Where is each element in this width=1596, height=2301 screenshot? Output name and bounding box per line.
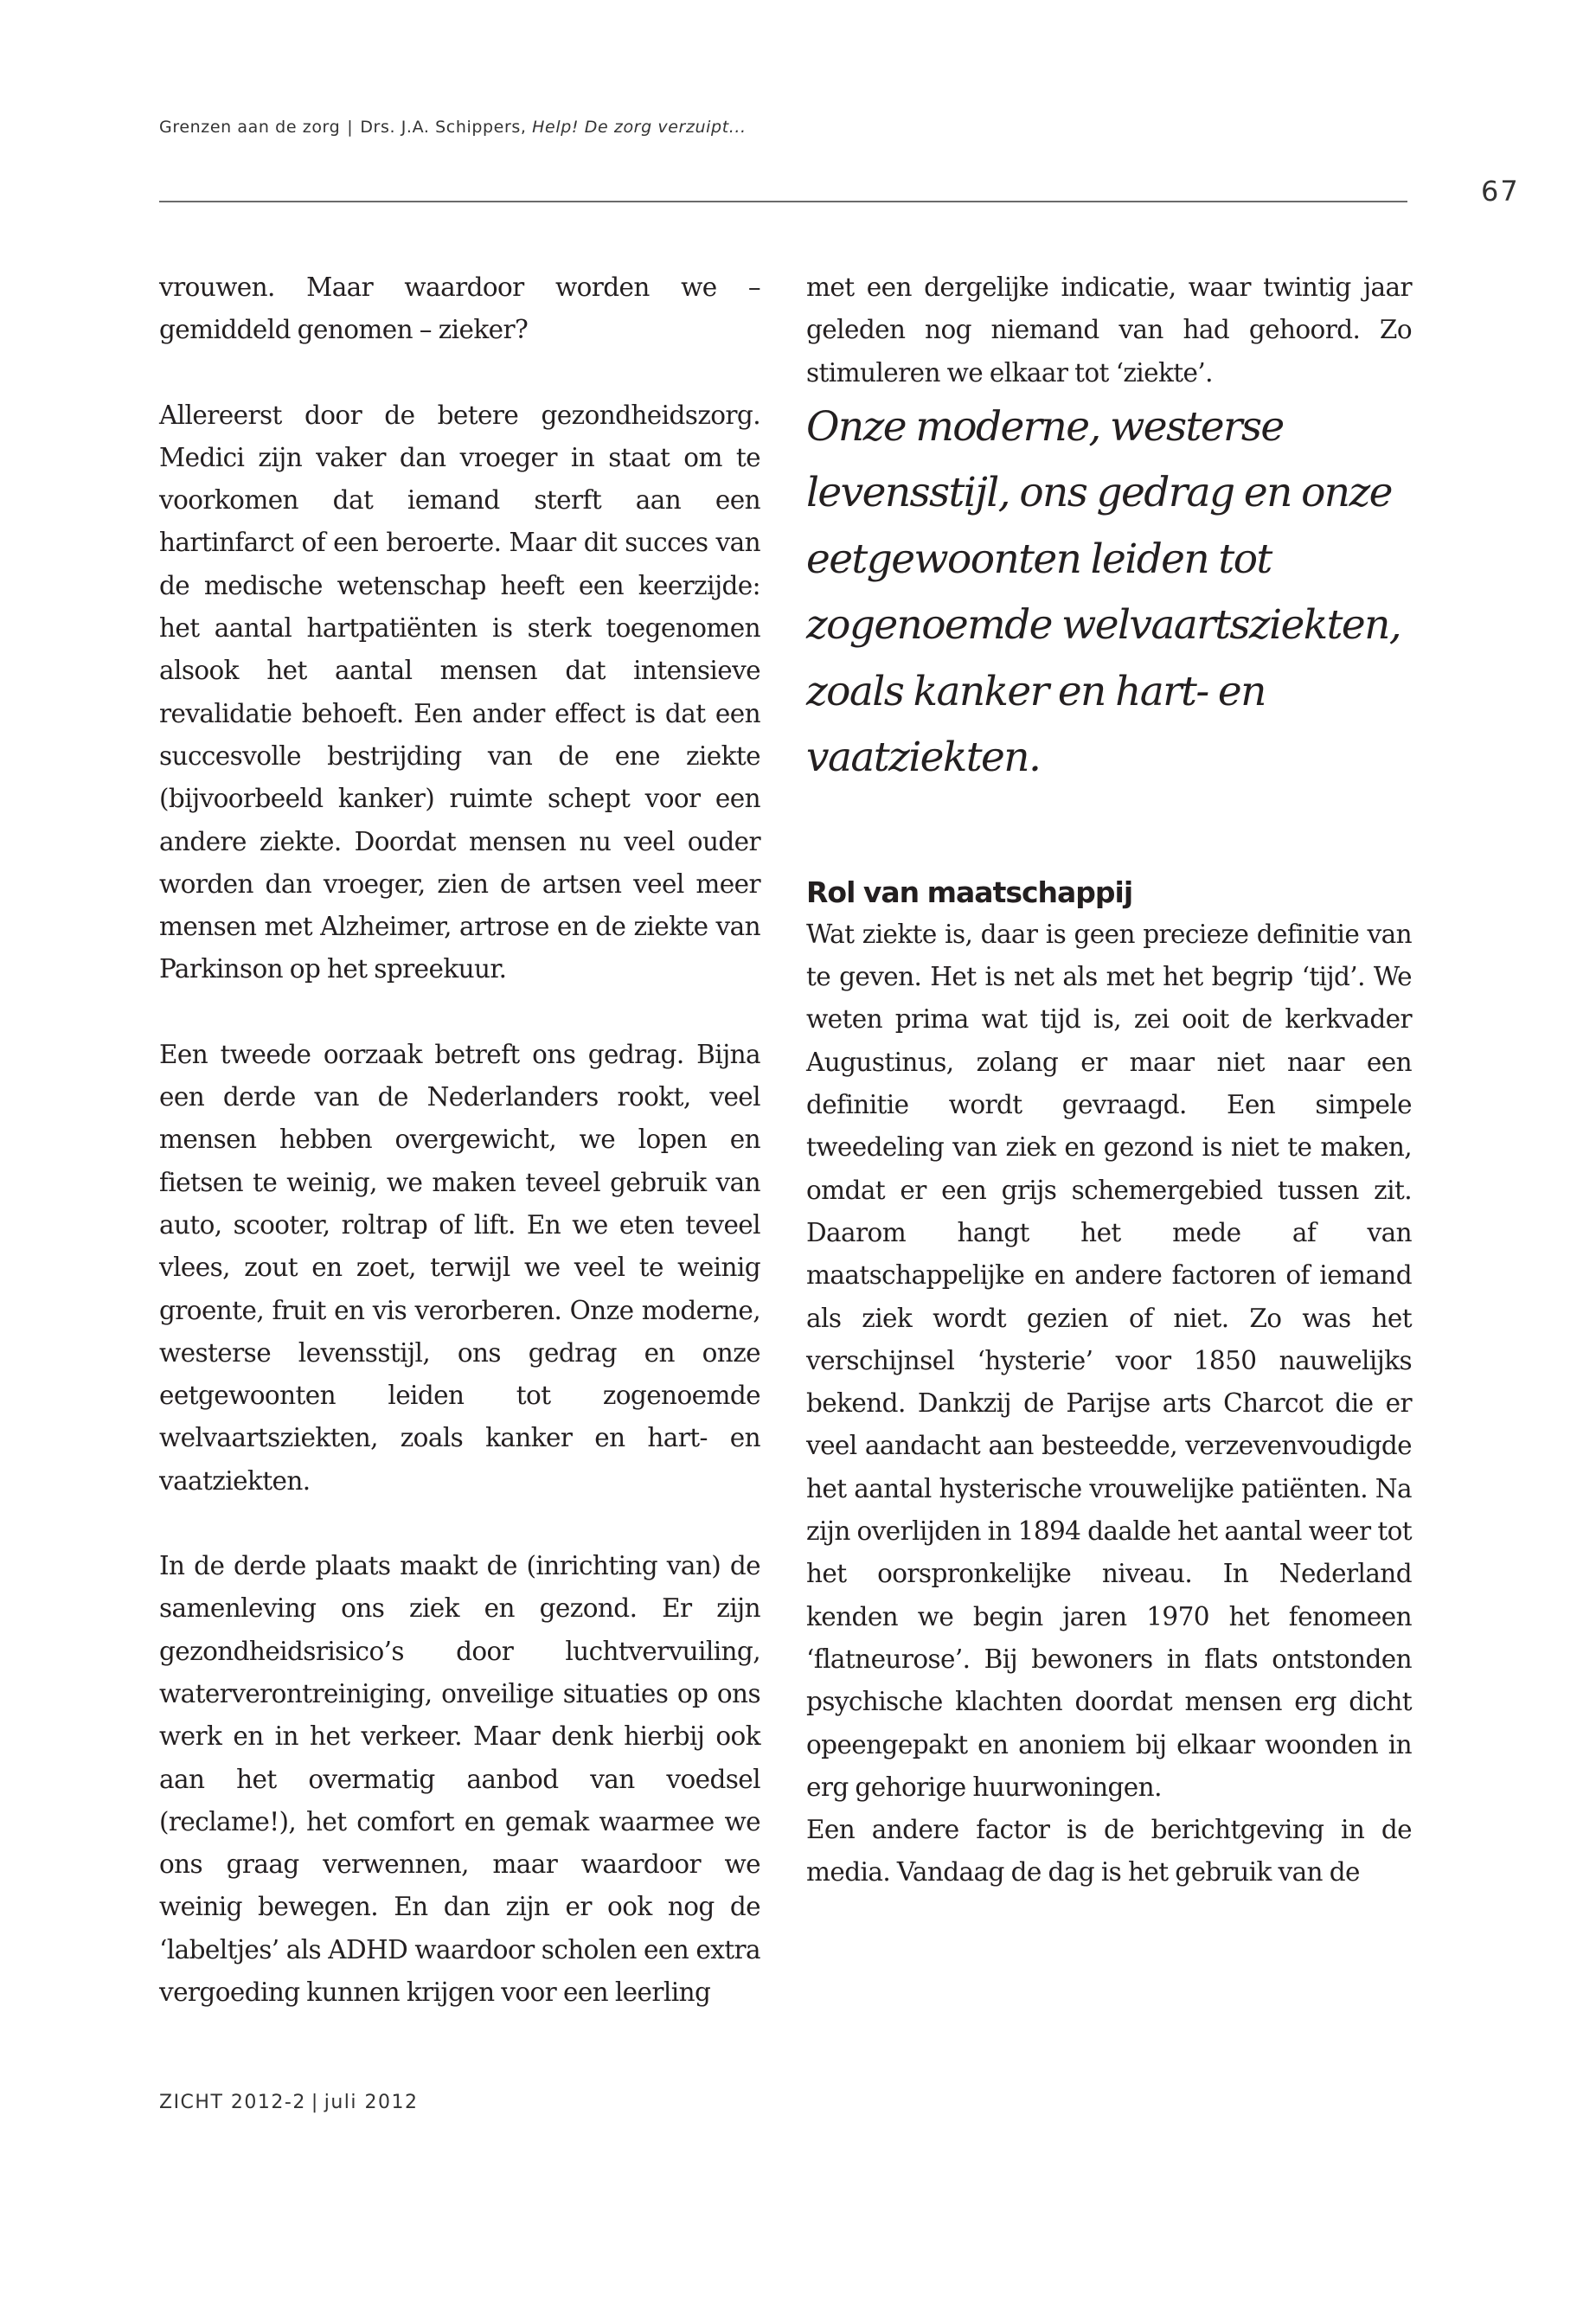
page-footer xyxy=(159,2092,419,2113)
header-rule xyxy=(159,201,1407,202)
footer-journal: ZICHT 2012-2 xyxy=(159,2092,306,2113)
running-head-separator: | xyxy=(347,118,354,137)
section-heading: Rol van maatschappij xyxy=(806,875,1133,909)
right-column xyxy=(806,266,1412,1894)
left-column xyxy=(159,266,760,2014)
body-paragraph: Allereerst door de betere gezondheidszorg. Medici zijn vaker dan vroeger in staat om te voorkomen dat iemand sterft aan een hartinfarct of een beroerte. Maar dit succes van de medische wetenschap heeft een keerzijde: het aantal hartpatiënten is sterk toegenomen alsook het aantal mensen dat intensieve revalidatie behoeft. Een ander effect is dat een succesvolle bestrijding van de ene ziekte (bijvoorbeeld kanker) ruimte schept voor een andere ziekte. Doordat mensen nu veel ouder worden dan vroeger, zien de artsen veel meer mensen met Alzheimer, artrose en de ziekte van Parkinson op het spreekuur. xyxy=(159,400,760,984)
body-paragraph: met een dergelijke indicatie, waar twintig jaar geleden nog niemand van had gehoord. Zo stimuleren we elkaar tot ‘ziekte’. xyxy=(806,272,1412,388)
body-paragraph: In de derde plaats maakt de (inrichting van) de samenleving ons ziek en gezond. Er zijn gezondheidsrisico’s door luchtvervuiling, waterverontreiniging, onveilige situaties op ons werk en in het verkeer. Maar denk hierbij ook aan het overmatig aanbod van voedsel (reclame!), het comfort en gemak waarmee we ons graag verwennen, maar waardoor we weinig bewegen. En dan zijn er ook nog de ‘labeltjes’ als ADHD waardoor scholen een extra vergoeding kunnen krijgen voor een leerling xyxy=(159,1551,760,2007)
running-head-author: Drs. J.A. Schippers, xyxy=(360,118,527,137)
running-head-section: Grenzen aan de zorg xyxy=(159,118,341,137)
body-paragraph: Een tweede oorzaak betreft ons gedrag. Bijna een derde van de Nederlanders rookt, veel mensen hebben overgewicht, we lopen en fietsen te weinig, we maken teveel gebruik van auto, scooter, roltrap of lift. En we eten teveel vlees, zout en zoet, terwijl we veel te weinig groente, fruit en vis verorberen. Onze moderne, westerse levensstijl, ons gedrag en onze eetgewoonten leiden tot zogenoemde welvaartsziekten, zoals kanker en hart- en vaatziekten. xyxy=(159,1039,760,1496)
body-paragraph: vrouwen. Maar waardoor worden we – gemiddeld genomen – zieker? xyxy=(159,272,760,345)
running-head-article-title: Help! De zorg verzuipt... xyxy=(532,118,747,137)
body-paragraph: Wat ziekte is, daar is geen precieze definitie van te geven. Het is net als met het begrip ‘tijd’. We weten prima wat tijd is, zei ooit de kerkvader Augustinus, zolang er maar niet naar een definitie wordt gevraagd. Een simpele tweedeling van ziek en gezond is niet te maken, omdat er een grijs schemergebied tussen zit. Daarom hangt het mede af van maatschappelijke en andere factoren of iemand als ziek wordt gezien of niet. Zo was het verschijnsel ‘hysterie’ voor 1850 nauwelijks bekend. Dankzij de Parijse arts Charcot die er veel aandacht aan besteedde, verzevenvoudigde het aantal hysterische vrouwelijke patiënten. Na zijn overlijden in 1894 daalde het aantal weer tot het oorspronkelijke niveau. In Nederland kenden we begin jaren 1970 het fenomeen ‘flatneurose’. Bij bewoners in flats ontstonden psychische klachten doordat mensen erg dicht opeengepakt en anoniem bij elkaar woonden in erg gehorige huurwoningen. xyxy=(806,919,1412,1802)
page-number: 67 xyxy=(1481,175,1520,208)
body-paragraph: Een andere factor is de berichtgeving in de media. Vandaag de dag is het gebruik van de xyxy=(806,1815,1412,1888)
footer-separator: | xyxy=(311,2092,319,2113)
running-head xyxy=(159,118,747,137)
pull-quote: Onze moderne, westerse levensstijl, ons gedrag en onze eetgewoonten leiden tot zogenoemde welvaartsziekten, zoals kanker en hart- en vaatziekten. xyxy=(806,402,1401,782)
footer-date: juli 2012 xyxy=(324,2092,419,2113)
